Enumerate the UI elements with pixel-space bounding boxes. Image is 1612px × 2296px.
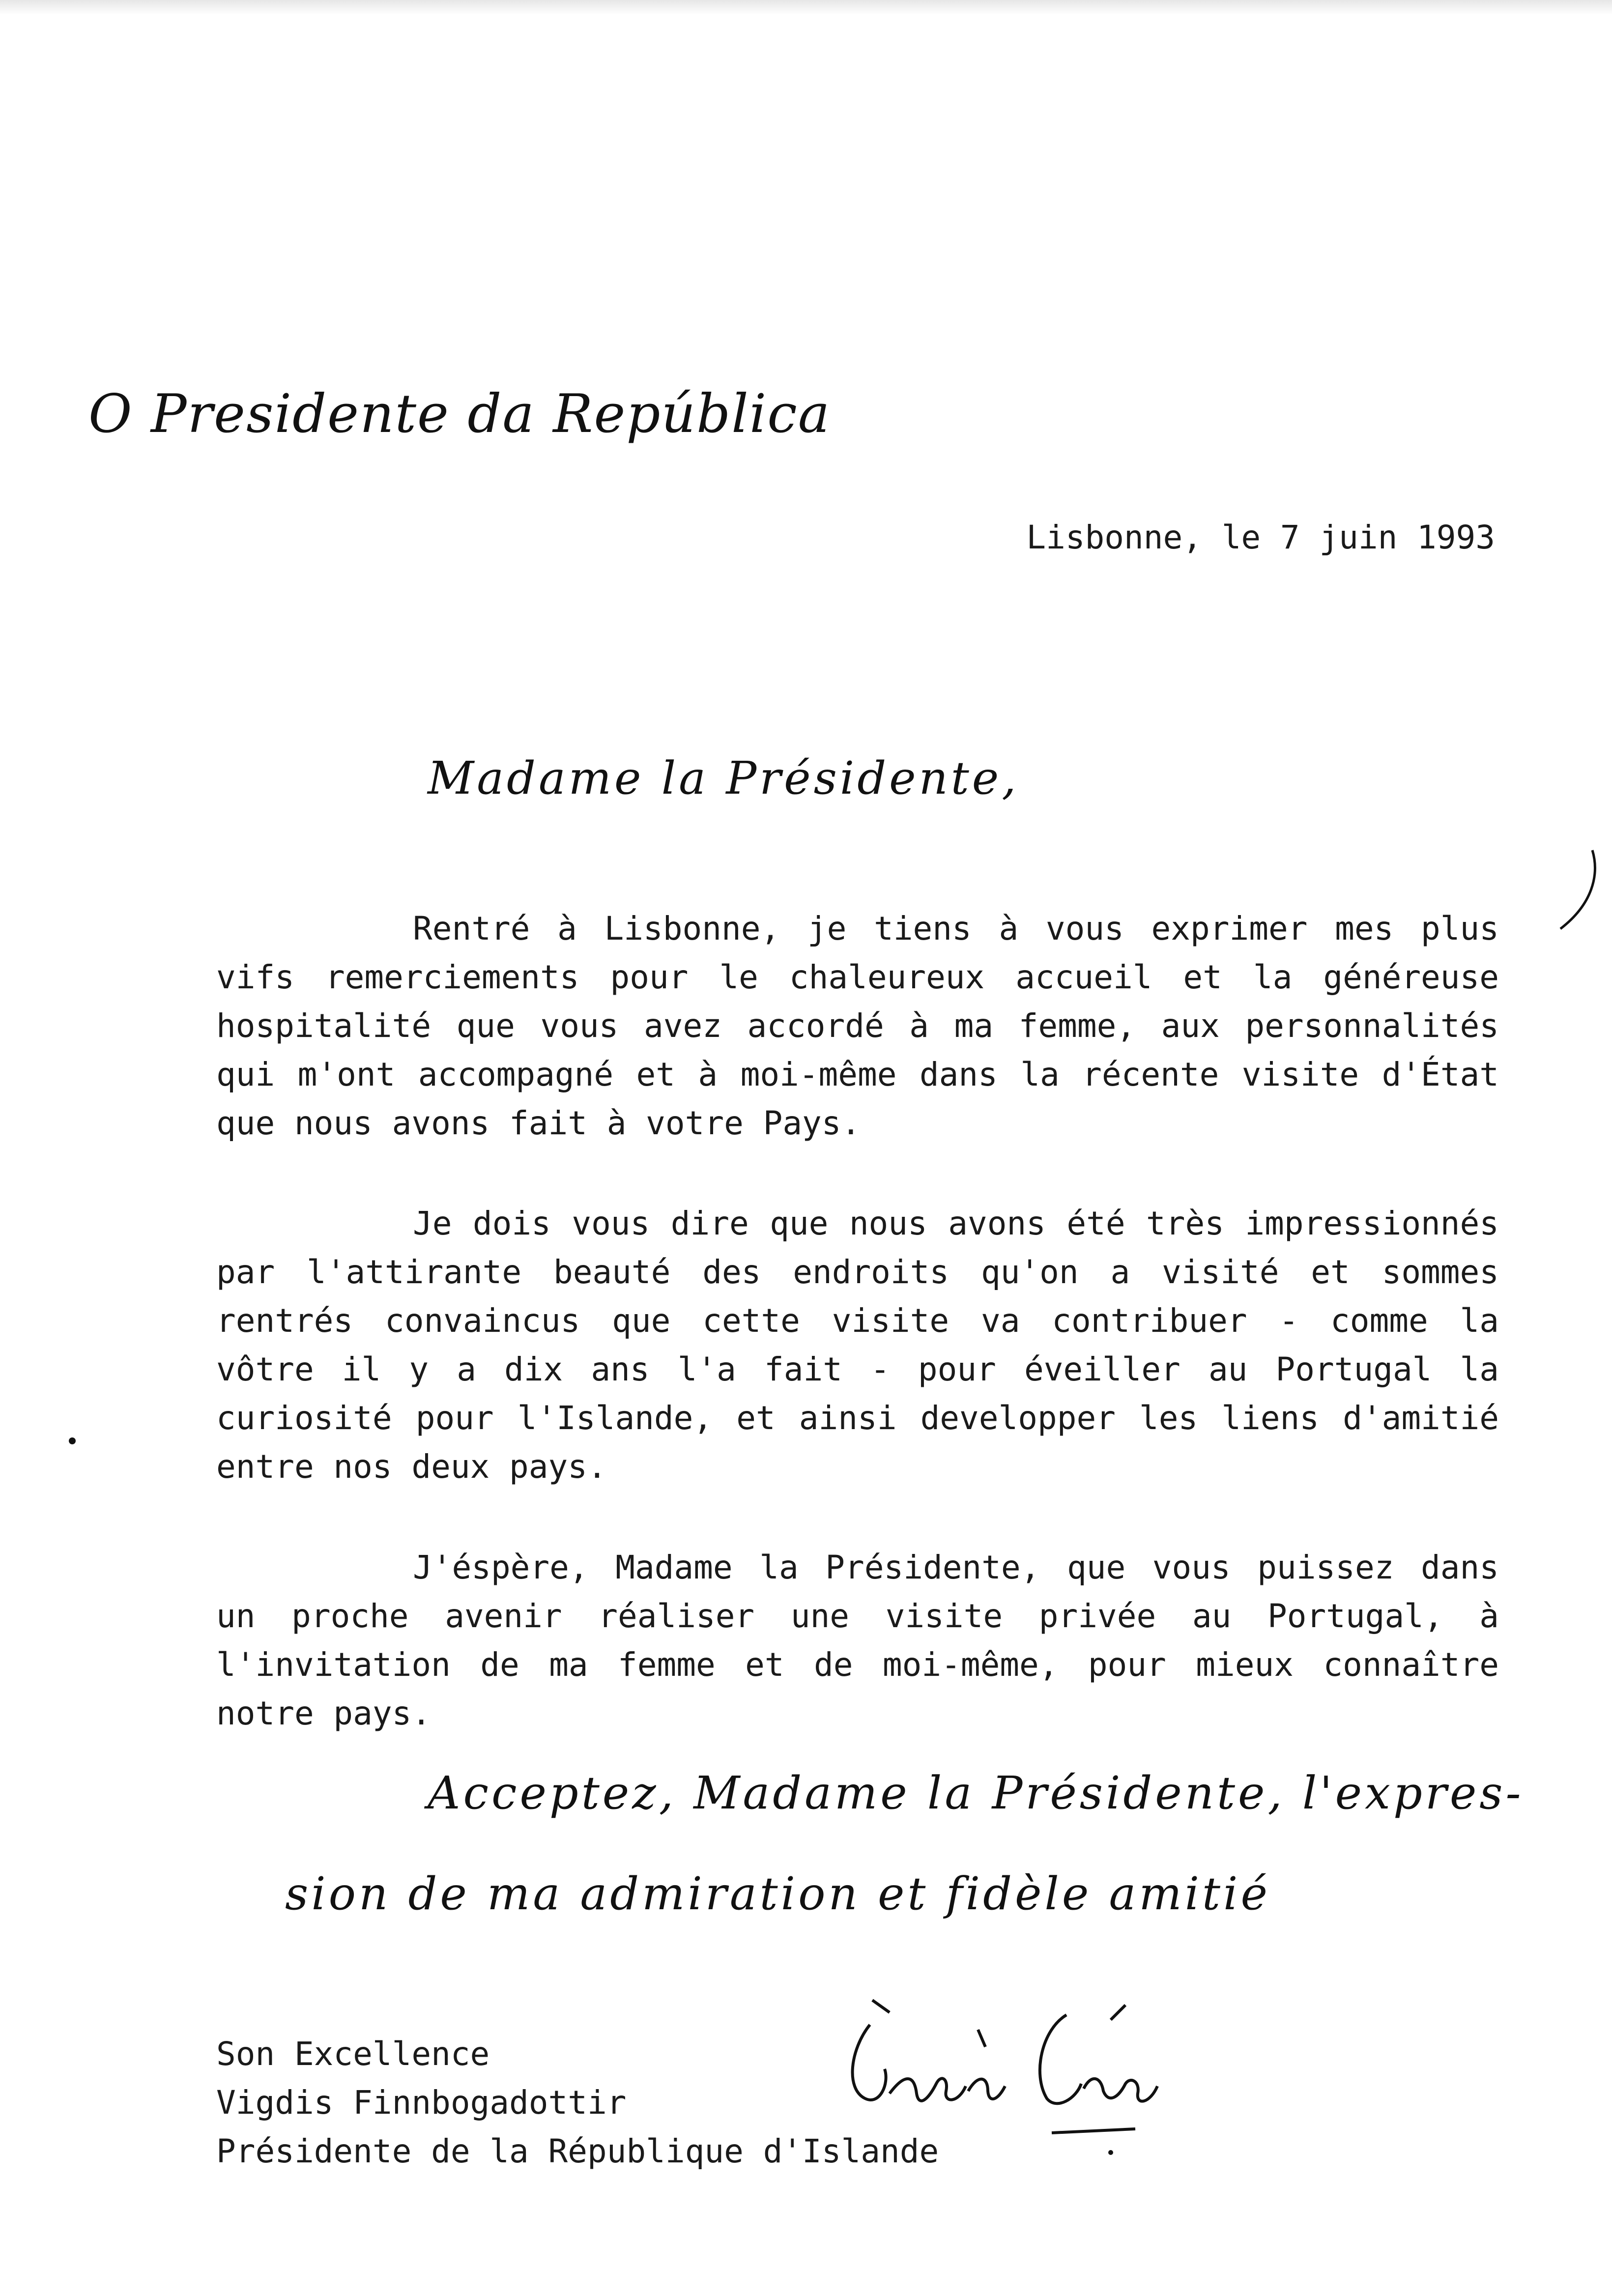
margin-bracket-mark (1553, 845, 1607, 934)
letterhead-title: O Presidente da República (88, 383, 831, 445)
body-paragraph-1: Rentré à Lisbonne, je tiens à vous exprimer mes plus vifs remerciements pour le chaleureux accueil et la généreuse hospitalité que vous avez accordé à ma femme, aux personnalités qui m'ont accompagné et à moi-même dans la récente visite d'État que nous avons fait à votre Pays. (216, 910, 1499, 1142)
body-paragraph-2: Je dois vous dire que nous avons été très impressionnés par l'attirante beauté des endroits qu'on a visité et sommes rentrés convaincus que cette visite va contribuer - comme la vôtre il y a dix ans l'a fait - pour éveiller au Portugal la curiosité pour l'Islande, et ainsi developper les liens d'amitié entre nos deux pays. (216, 1205, 1499, 1486)
recipient-line-1: Son Excellence (216, 2035, 490, 2073)
recipient-address (216, 2030, 939, 2176)
scan-speck (69, 1437, 76, 1444)
scan-top-edge (0, 0, 1612, 15)
recipient-line-2: Vigdis Finnbogadottir (216, 2084, 627, 2122)
recipient-line-3: Présidente de la République d'Islande (216, 2132, 939, 2170)
handwritten-closing-line-1: Acceptez, Madame la Présidente, l'expres- (428, 1767, 1524, 1819)
handwritten-closing-line-2: sion de ma admiration et fidèle amitié (285, 1867, 1270, 1920)
handwritten-salutation: Madame la Présidente, (428, 752, 1019, 804)
date-line: Lisbonne, le 7 juin 1993 (1026, 518, 1495, 556)
body-paragraph-3: J'éspère, Madame la Présidente, que vous puissez dans un proche avenir réaliser une visite privée au Portugal, à l'invitation de ma femme et de moi-même, pour mieux connaître notre pays. (216, 1549, 1499, 1732)
handwritten-signature (835, 1985, 1180, 2172)
